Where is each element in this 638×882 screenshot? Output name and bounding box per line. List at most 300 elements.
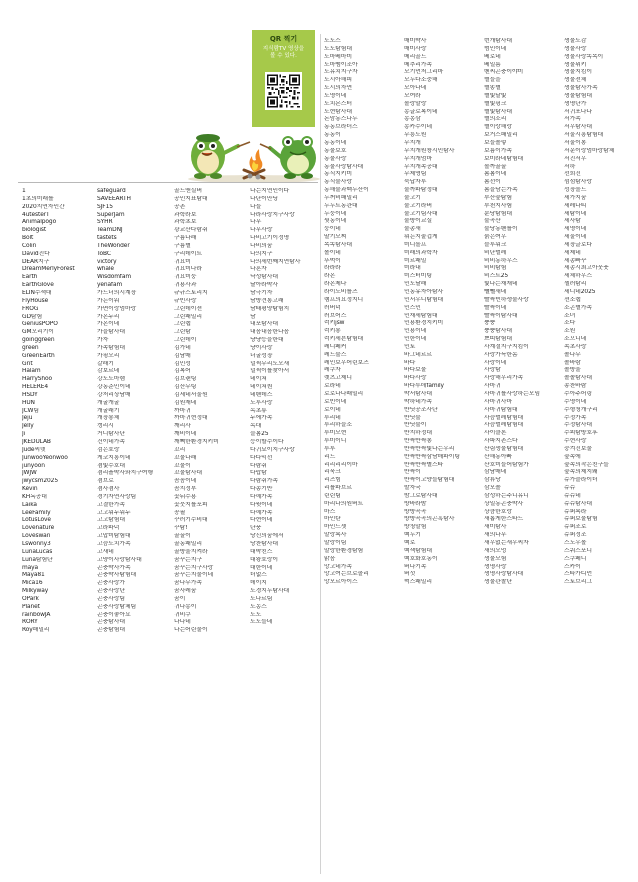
participant-name: green [22,344,39,351]
participant-name: 방청말험 [404,524,427,531]
participant-name: 숲속에 [564,453,581,460]
participant-name: 상일동곤충박사 [484,500,524,507]
participant-name: 러버덕 [324,304,341,311]
participant-name: 솔솔탐사대 [564,375,592,382]
participant-name: 바그네르르 [404,351,432,358]
participant-name: 러브어스 [324,312,347,319]
column-divider [320,34,321,874]
participant-name: 가든이워 [97,297,120,304]
participant-name: 말랑이팀 [324,540,347,546]
participant-name: 사랑가득한놈 [484,351,518,358]
participant-name: 마리나의원버트 [324,500,364,507]
participant-name: 몽카수이네 [404,124,432,131]
participant-name: 두꺼비패밀리 [324,194,358,201]
name-column-3 [174,188,248,635]
participant-name: 무지개엄마 [404,155,432,162]
participant-name: 두두트동관대 [324,202,358,209]
participant-name: 곤충이좋아요 [97,611,131,618]
participant-name: 소녀 [564,312,576,319]
participant-name: 노루사랑 [250,399,273,406]
participant-name: 다귀묘이지구사랑 [250,446,295,453]
participant-name: 생물사랑똑똑이 [564,53,604,60]
participant-name: 게코지롱이네 [97,454,131,461]
participant-name: 봄을담는가족 [484,187,518,194]
participant-name: 무지개 [404,139,421,146]
participant-name: 서울이봉 [564,139,587,146]
participant-name: 내음내음한나음 [250,329,290,336]
participant-name: 더없스 [250,572,267,579]
participant-name: 뒷동이네 [324,218,347,225]
name-column-2 [97,188,173,635]
participant-name: 수아주어링 [564,390,592,397]
participant-name: 물고기팀사대 [404,210,438,217]
participant-name: 바다 [404,359,416,366]
participant-name: 번개탐사대 [484,38,512,44]
participant-name: 세가지꿈 [564,194,587,201]
participant-name: 동동이 [324,132,341,139]
participant-name: 개굴개굴 [97,399,120,406]
participant-name: 곤충탐사대 [97,619,125,626]
participant-name: 가을탐사대 [97,329,125,336]
participant-name: 곤충사랑가 [97,580,125,587]
participant-name: 사마귀를사랑하는모임 [484,390,540,397]
participant-name: 나무 [250,219,262,226]
participant-name: 별빛달빛 [484,92,507,99]
participant-name: 구름나래 [174,235,197,242]
participant-name: victory [97,258,117,265]
participant-name: 경기자연사랑팀 [97,493,137,500]
participant-name: yenafam [97,282,123,289]
participant-name: Ji [22,431,26,438]
participant-name: 꾸탐! [174,525,188,532]
participant-name: 선희진 [564,171,581,178]
participant-name: 늘봄25 [250,431,269,438]
participant-name: 능이할수이다 [250,439,284,445]
participant-name: biologist [22,227,47,234]
participant-name: 감보르네 [97,368,120,375]
participant-name: GD탐험 [22,313,43,320]
participant-name: GreenEarth [22,352,55,359]
participant-name: 당신의꿈에서 [250,533,284,540]
participant-name: safeguard [97,188,126,194]
participant-name: 동물사랑 [324,155,347,162]
participant-name: 바다보물 [404,367,427,374]
participant-name: 봄선이 [484,179,501,186]
participant-name: 모아나네 [404,85,427,92]
participant-name: 동식지키미 [324,171,352,178]
participant-name: 남극기자 [250,289,273,296]
participant-name: 갱리시 [97,423,114,430]
participant-name: 버섯 [404,571,416,578]
participant-name: 슈슈 [564,485,576,492]
participant-name: 물고기라버 [404,202,432,209]
participant-name: 린린팀 [324,492,341,499]
participant-name: 꿀방울지켜라 [174,548,208,555]
participant-name: 별똥별 [484,85,501,92]
campfire-illustration [180,118,328,184]
participant-name: 삼남매네 [484,469,507,476]
participant-name: HUN [22,399,35,406]
participant-name: 그린패밀리 [174,313,202,320]
participant-name: 레쿠자 [324,367,341,374]
participant-name: Jelly [22,423,34,430]
participant-name: 2020지연자인간 [22,203,65,210]
participant-name: 귀요미 [174,258,191,265]
participant-name: 꽁필 [174,509,186,516]
participant-name: 귀요미둥 [174,274,197,281]
participant-name: 로로나나패밀리 [324,390,364,397]
participant-name: 수현사랑 [564,438,587,445]
participant-name: 슈가슬라이더 [564,477,598,484]
participant-name: 램프의요정지니 [324,296,364,303]
participant-name: HSDY [22,391,38,398]
participant-name: 똑똑탐사대 [324,241,352,248]
participant-name: SAVEEARTH [97,195,131,202]
participant-name: 망고네가족 [324,563,352,570]
participant-name: 남태평양탐험지 [250,305,290,312]
participant-name: 반짝이고양들탐험대 [404,477,455,484]
participant-name: 공존 [174,203,186,210]
participant-name: 도경지두탐사대 [250,588,290,595]
participant-name: 루리하늘소 [324,422,352,429]
participant-name: 도도스 [324,38,341,44]
participant-name: 과학초보 [174,219,197,226]
participant-name: 꼬물탐사대 [174,470,202,477]
participant-name: 곤충박사가족 [97,564,131,571]
participant-name: 도시의자연 [324,85,352,92]
participant-name: 날아라박사 [250,282,278,289]
participant-name: 범인이네 [484,45,507,52]
participant-name: 그린랩 [174,321,191,328]
participant-name: 꿀동패밀리 [174,540,202,547]
participant-name: 도치몬스터 [324,100,352,107]
participant-name: 바다사랑 [404,375,427,382]
name-column-4 [250,188,320,627]
participant-name: 송찬바람 [564,383,587,390]
participant-name: 삼성하는주니유니 [484,492,529,499]
participant-name: 별빛탐사대 [484,108,512,115]
participant-name: 세레나티 [564,202,587,209]
participant-name: 마스 [324,508,336,515]
name-column-1 [22,188,92,635]
participant-name: 물총새 [404,226,421,233]
participant-name: 다예가족 [250,509,273,516]
participant-name: 부천지사험 [484,202,512,209]
participant-name: Laika [22,501,37,508]
participant-name: 리드 [324,453,336,460]
participant-name: 반짝이 [404,469,421,476]
participant-name: 소곤별가족 [564,304,592,311]
participant-name: 과학라보 [174,211,197,218]
participant-name: 반짝반짝빛나는우리 [404,445,455,452]
participant-name: Loveswan [22,533,51,540]
participant-name: 베일름 [484,61,501,68]
participant-name: 벤씨곤충이야미 [484,69,524,76]
participant-name: 뚜벅이 [324,257,341,264]
participant-name: TheWonder [97,242,130,249]
participant-name: 산해동아빠 [484,453,512,460]
participant-name: 불당동펜틀이 [484,226,518,233]
participant-name: 꿈이 [174,595,186,602]
participant-name: 꿈사레꿈 [174,588,197,595]
participant-name: 곤충사랑단 [97,588,125,595]
participant-name: Grit [22,360,33,367]
participant-name: 사랑이네 [484,359,507,366]
participant-name: Colin [22,242,37,249]
participant-name: 숲속의작은친구들 [564,461,609,468]
participant-name: 매미박사 [404,38,427,44]
participant-name: 깨비이네 [174,431,197,438]
participant-name: 그린데이 [174,337,197,344]
participant-name: 미르패밀 [404,257,427,264]
participant-name: 돈암동스나두 [324,116,358,123]
participant-name: 몽글로복이네 [404,108,438,115]
participant-name: 쁘띠탐험대 [484,336,512,343]
participant-name: 마인드셋 [324,524,347,531]
participant-name: 션소랩 [564,296,581,303]
participant-name: 뿡뿡 [484,320,496,327]
participant-name: 데이지 [250,580,267,587]
participant-name: 세장글로다 [564,241,592,248]
participant-name: 귀나몽이 [174,603,197,610]
participant-name: 생물위키 [564,61,587,68]
participant-name: LunaLucas [22,548,53,555]
participant-name: OPark [22,595,39,602]
participant-name: 도도 [250,611,262,618]
participant-name: 베로네 [484,53,501,60]
qr-description [252,46,315,60]
participant-name: 방바라밤 [404,500,427,507]
participant-name: 백로 [404,540,416,546]
participant-name: 둥이네 [324,226,341,233]
participant-name: 김남매 [174,352,191,359]
participant-name: 스타가디언 [564,571,592,578]
participant-name: 스쿼스포니 [564,547,592,554]
participant-name: 발자국 [404,485,421,492]
participant-name: 꿈꾸는지구 [174,556,202,563]
participant-name: 겸빛수호대 [97,462,125,469]
participant-name: 광교산다람쥐 [174,227,208,234]
participant-name: 루루 [324,445,336,452]
participant-name: 똘이네 [324,249,341,256]
participant-name: 꼬물이 [174,462,191,469]
participant-name: 세니네2025 [564,289,596,295]
frog-character-icon [260,136,316,179]
participant-name: 숭겨진보물 [564,445,592,452]
participant-name: David진다 [22,250,50,257]
participant-name: 나의지구 [250,250,273,257]
participant-name: 사마귀사마 [484,398,512,405]
participant-name: 빨짝빈하생물사랑 [484,296,529,303]
qr-code[interactable] [265,72,302,110]
participant-name: 구리데이트 [174,250,202,257]
participant-name: 비비동하우스 [484,257,518,264]
participant-name: 민용이네 [404,328,427,335]
participant-name: 낙성탐사대 [250,274,278,281]
participant-name: 꼼꼼이네 [174,478,197,485]
participant-name: 스노우볼 [564,540,587,546]
participant-name: 서하 [564,163,576,170]
participant-name: Jeju [22,415,33,422]
participant-name: 수형청개구리 [564,406,598,413]
participant-name: 도농스 [250,603,267,610]
participant-name: 소다 [564,320,576,327]
participant-name: 곤충사랑팀 [97,595,125,602]
participant-name: 가온누리 [97,313,120,320]
participant-name: 귀비쿠 [174,611,191,618]
participant-name: Lovenature [22,525,55,532]
participant-name: 보거스패밀리 [484,132,518,139]
participant-name: 강도도마램 [97,376,125,383]
participant-name: 별의소리 [484,116,507,123]
participant-name: 구름별 [174,242,191,249]
participant-name: 무릉도원 [404,132,427,139]
participant-name: 빨짝이네 [484,304,507,311]
participant-name: 서진서우 [564,155,587,162]
participant-name: 동해물과백두산이 [324,187,369,194]
participant-name: 도영이네 [324,92,347,99]
participant-name: HarryShoo [22,376,53,383]
participant-name: 세종빠꾸 [564,257,587,264]
participant-name: 나혼자 [250,266,267,273]
participant-name: Bolt [22,235,34,242]
participant-name: 골드앤실버 [174,188,202,194]
participant-name: 백호화호동이 [404,555,438,562]
participant-name: 가온이네 [97,321,120,328]
participant-name: 그린탐 [174,329,191,336]
participant-name: 서귀포나나 [564,108,592,115]
participant-name: 널찍무리도오새 [250,360,290,367]
participant-name: 녹대 [250,423,262,430]
participant-name: Halam [22,368,41,375]
participant-name: 꿀꿀이 [174,533,191,540]
participant-name: 물방이교실 [404,218,432,225]
participant-name: 반짝반짝별스타 [404,461,444,468]
participant-name: 소으니네 [564,336,587,343]
participant-name: 묵납자루 [404,179,427,186]
participant-name: 냥냥등을한대 [250,337,284,344]
participant-name: 메리골드 [404,53,427,60]
participant-name: 반지하정대 [404,430,432,437]
participant-name: 미라내 [404,265,421,272]
participant-name: 맑음 [324,555,336,562]
participant-name: 벅스패밀리 [404,579,432,586]
participant-name: FlyHouse [22,297,49,304]
participant-name: 나라사랑지구사랑 [250,211,295,218]
participant-name: 1초의미래를 [22,195,54,202]
participant-name: 도현탐사대 [324,108,352,115]
participant-name: 섬섬탐사랑 [564,179,592,186]
participant-name: 스쿠페니 [564,555,587,562]
participant-name: 리즈힘 [324,477,341,484]
participant-name: 리틀파브르 [324,485,352,492]
participant-name: 나는지연인이다 [250,188,290,194]
qr-card [252,30,315,127]
participant-name: rainbowJA [22,611,51,618]
participant-name: 새롭게한스타드 [484,516,524,523]
participant-name: 슈퍼정조 [564,532,587,539]
participant-name: 1 [22,188,26,194]
participant-name: 레인보우어린보즈 [324,359,369,366]
participant-name: 루리네 [324,414,341,421]
participant-name: 망고여는브로콜리 [324,571,369,578]
participant-name: FROG [22,305,39,312]
participant-name: 빨짝이탐사대 [484,312,518,319]
participant-name: 리리리리이마 [324,461,358,468]
participant-name: 모두다소중해 [404,77,438,84]
participant-name: 나들 [250,203,262,210]
participant-name: 널찍이를찾아서 [250,368,290,375]
participant-name: 반짝반짝삼남매파이팅 [404,453,460,460]
participant-name: Animalpogo [22,219,57,226]
participant-name: 슈퍼조로 [564,524,587,531]
participant-name: 솔방울 [564,367,581,374]
participant-name: 스토브리그 [564,579,592,586]
participant-name: 생물사랑 [564,45,587,52]
participant-name: 서가족 [564,116,581,123]
participant-name: 수정탐사대 [564,422,592,429]
participant-name: SJF15 [97,203,113,210]
participant-name: 속초사랑 [564,343,587,350]
participant-name: 다람쥐 [250,462,267,469]
participant-name: 가면이랑엄마랑 [97,305,137,312]
participant-name: 볼까꿀꿀 [484,163,507,170]
participant-name: 김세네서울원 [174,391,208,398]
participant-name: JKEDULAB [22,439,51,445]
participant-name: 셀러탐리 [564,281,587,288]
participant-name: 생물도감 [564,38,587,44]
participant-name: RORY [22,619,38,626]
participant-name: 스카이 [564,563,581,570]
participant-name: 나비고기이정명 [250,235,290,242]
participant-name: 라온 [324,273,336,280]
participant-name: 슈퍼보물탐험 [564,516,598,523]
participant-name: 냥이사랑 [250,344,273,351]
participant-name: 비스트25 [484,273,509,280]
participant-name: whale [97,266,114,273]
participant-name: 도마뱀이조아 [324,61,358,68]
participant-name: 꼬물나래 [174,454,197,461]
participant-name: 불곡산 [484,218,501,225]
participant-name: 미래의과학자 [404,249,438,256]
participant-name: 럭키봉 [324,328,341,335]
participant-name: 꿈꾸는지구사랑 [174,564,214,571]
participant-name: 동식물사랑 [324,179,352,186]
participant-name: 생명단가 [564,100,587,107]
participant-name: 규규스토리지 [174,289,208,296]
participant-name: SYHR [97,219,113,226]
participant-name: 매미사랑 [404,45,427,52]
qr-title: QR 찍기 [269,35,298,43]
section-divider-left [18,182,318,183]
participant-name: 생명사랑탐사대 [484,571,524,578]
green-character-icon [191,134,250,179]
participant-name: 렛츠고제니 [324,375,352,382]
participant-name: 나의세번째지연탐사 [250,258,301,265]
participant-name: 고슴도치가족 [97,540,131,547]
participant-name: 산호미들어탐험가 [484,461,529,468]
participant-name: 건이네가족 [97,439,125,445]
participant-name: 민토 [404,343,416,350]
participant-name: jwycsm2025 [22,478,58,485]
participant-name: 4utesterT [22,211,50,218]
participant-name: 도유치지구자 [324,69,358,76]
participant-name: 꿈꾸는지물이네 [174,572,214,579]
participant-name: 곤충사랑탐체팀 [97,603,137,610]
participant-name: 사랑탐 [484,367,501,374]
participant-name: 강동준민이네 [97,384,131,391]
participant-name: 삼류당 [484,477,501,484]
